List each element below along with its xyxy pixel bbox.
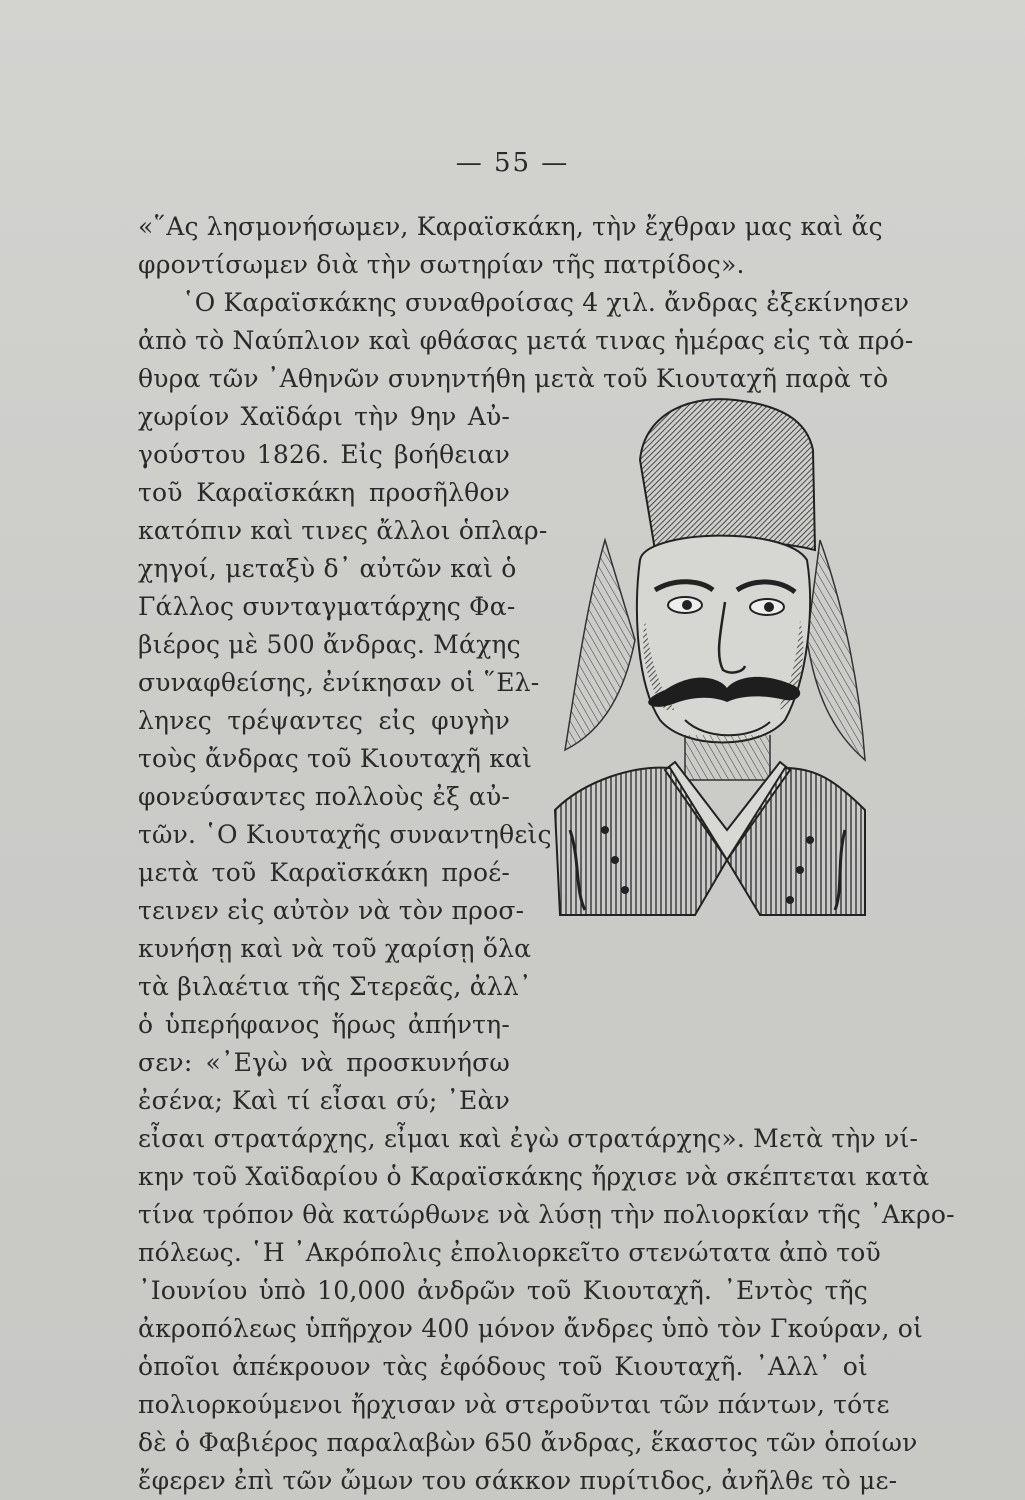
text-line: ἐσένα; Καὶ τί εἶσαι σύ; ᾿Εὰν <box>138 1086 510 1115</box>
page-number: — 55 — <box>455 148 570 178</box>
text-line: κυνήσῃ καὶ νὰ τοῦ χαρίσῃ ὅλα <box>138 934 532 963</box>
text-line: κατόπιν καὶ τινες ἄλλοι ὁπλαρ- <box>138 516 548 545</box>
text-line: πολιορκούμενοι ἤρχισαν νὰ στεροῦνται τῶν πάντων, τότε <box>138 1390 890 1419</box>
text-line: ὁ ὑπερήφανος ἥρως ἀπήντη- <box>138 1010 510 1039</box>
portrait-engraving <box>545 390 875 920</box>
text-line: ᾿Ιουνίου ὑπὸ 10,000 ἀνδρῶν τοῦ Κιουταχῆ. ᾿Εντὸς τῆς <box>138 1276 868 1305</box>
text-line: ἔφερεν ἐπὶ τῶν ὤμων του σάκκον πυρίτιδος, ἀνῆλθε τὸ με- <box>138 1466 898 1495</box>
text-line: Γάλλος συνταγματάρχης Φα- <box>138 592 516 621</box>
text-line: συναφθείσης, ἐνίκησαν οἱ ῞Ελ- <box>138 668 540 697</box>
text-line: ἀπὸ τὸ Ναύπλιον καὶ φθάσας μετά τινας ἡμέρας εἰς τὰ πρό- <box>138 326 914 355</box>
text-line: μετὰ τοῦ Καραϊσκάκη προέ- <box>138 858 510 887</box>
text-line: τῶν. ῾Ο Κιουταχῆς συναντηθεὶς <box>138 820 552 849</box>
text-line: φροντίσωμεν διὰ τὴν σωτηρίαν τῆς πατρίδος». <box>138 250 745 279</box>
text-line: βιέρος μὲ 500 ἄνδρας. Μάχης <box>138 630 521 659</box>
fez-shape <box>640 399 815 550</box>
text-line: «῞Ας λησμονήσωμεν, Καραϊσκάκη, τὴν ἔχθραν μας καὶ ἄς <box>138 212 883 241</box>
text-line: τεινεν εἰς αὐτὸν νὰ τὸν προσ- <box>138 896 525 925</box>
text-line: τοῦ Καραϊσκάκη προσῆλθον <box>138 478 510 507</box>
text-line: εἶσαι στρατάρχης, εἶμαι καὶ ἐγὼ στρατάρχης». Μετὰ τὴν νί- <box>138 1124 919 1153</box>
text-line: γούστου 1826. Εἰς βοήθειαν <box>138 440 510 469</box>
text-line: ῾Ο Καραϊσκάκης συναθροίσας 4 χιλ. ἄνδρας ἐξεκίνησεν <box>182 288 910 317</box>
text-line: τὰ βιλαέτια τῆς Στερεᾶς, ἀλλ᾿ <box>138 972 532 1001</box>
text-line: ληνες τρέψαντες εἰς φυγὴν <box>138 706 510 735</box>
text-line: ἀκροπόλεως ὑπῆρχον 400 μόνον ἄνδρες ὑπὸ τὸν Γκούραν, οἱ <box>138 1314 923 1343</box>
text-line: θυρα τῶν ᾿Αθηνῶν συνηντήθη μετὰ τοῦ Κιουταχῆ παρὰ τὸ <box>138 364 889 393</box>
text-line: πόλεως. ῾Η ᾿Ακρόπολις ἐπολιορκεῖτο στενώτατα ἀπὸ τοῦ <box>138 1238 881 1267</box>
text-line: κην τοῦ Χαϊδαρίου ὁ Καραϊσκάκης ἤρχισε νὰ σκέπτεται κατὰ <box>138 1162 930 1191</box>
text-line: δὲ ὁ Φαβιέρος παραλαβὼν 650 ἄνδρας, ἕκαστος τῶν ὁποίων <box>138 1428 918 1457</box>
text-line: χωρίον Χαϊδάρι τὴν 9ην Αὐ- <box>138 402 510 431</box>
hair-shape <box>565 540 635 750</box>
text-line: σεν: «᾿Εγὼ νὰ προσκυνήσω <box>138 1048 510 1077</box>
text-line: χηγοί, μεταξὺ δ᾿ αὐτῶν καὶ ὁ <box>138 554 517 583</box>
text-line: ὁποῖοι ἀπέκρουον τὰς ἐφόδους τοῦ Κιουταχῆ. ᾿Αλλ᾿ οἱ <box>138 1352 868 1381</box>
text-line: φονεύσαντες πολλοὺς ἐξ αὐ- <box>138 782 510 811</box>
text-line: τίνα τρόπον θὰ κατώρθωνε νὰ λύσῃ τὴν πολιορκίαν τῆς ᾿Ακρο- <box>138 1200 955 1229</box>
text-line: τοὺς ἄνδρας τοῦ Κιουταχῆ καὶ <box>138 744 533 773</box>
face-shape <box>637 536 810 743</box>
